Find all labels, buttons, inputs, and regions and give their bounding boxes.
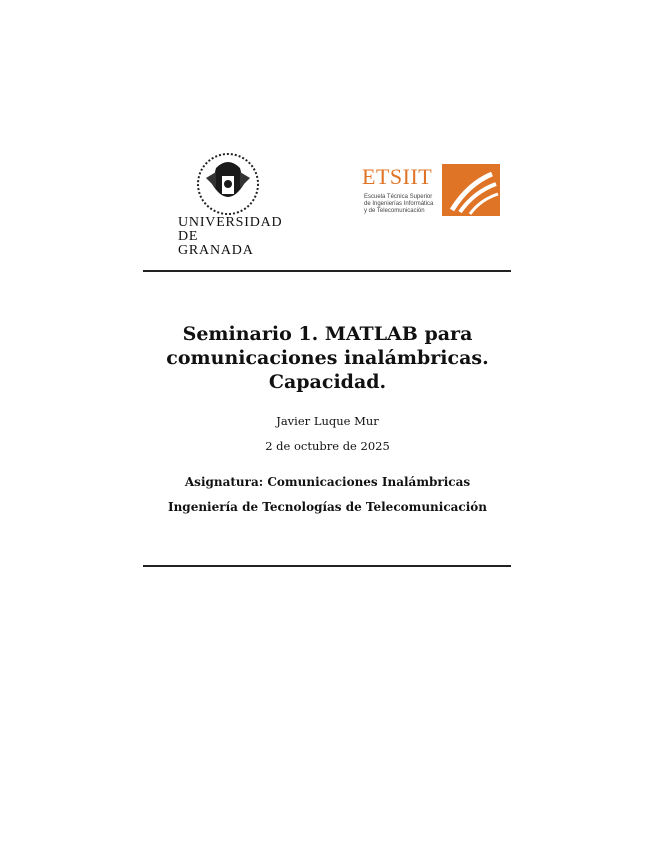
document-title — [0, 322, 655, 394]
etsiit-wave-icon — [442, 164, 500, 216]
title-line-2: comunicaciones inalámbricas. — [166, 347, 489, 369]
logos-row — [0, 140, 655, 258]
ugr-line-2: DE GRANADA — [178, 229, 254, 258]
document-date: 2 de octubre de 2025 — [265, 439, 390, 453]
etsiit-subtitle — [364, 194, 446, 215]
top-rule — [143, 270, 511, 272]
degree-line: Ingeniería de Tecnologías de Telecomunicación — [167, 500, 488, 514]
etsiit-logo — [360, 164, 500, 224]
etsiit-sub-line-2: de Ingenierías Informática — [364, 201, 434, 207]
etsiit-sub-line-1: Escuela Técnica Superior — [364, 194, 433, 200]
ugr-line-1: UNIVERSIDAD — [178, 215, 283, 230]
ugr-logo — [178, 150, 283, 258]
etsiit-title: ETSIIT — [362, 164, 433, 189]
etsiit-sub-line-3: y de Telecomunicación — [364, 208, 425, 214]
university-crest-icon — [196, 150, 260, 218]
bottom-rule — [143, 565, 511, 567]
title-line-3: Capacidad. — [268, 371, 387, 393]
ugr-logo-text — [178, 215, 283, 258]
title-line-1: Seminario 1. MATLAB para — [182, 323, 473, 345]
subject-line: Asignatura: Comunicaciones Inalámbricas — [184, 475, 471, 489]
author-name: Javier Luque Mur — [276, 414, 379, 428]
